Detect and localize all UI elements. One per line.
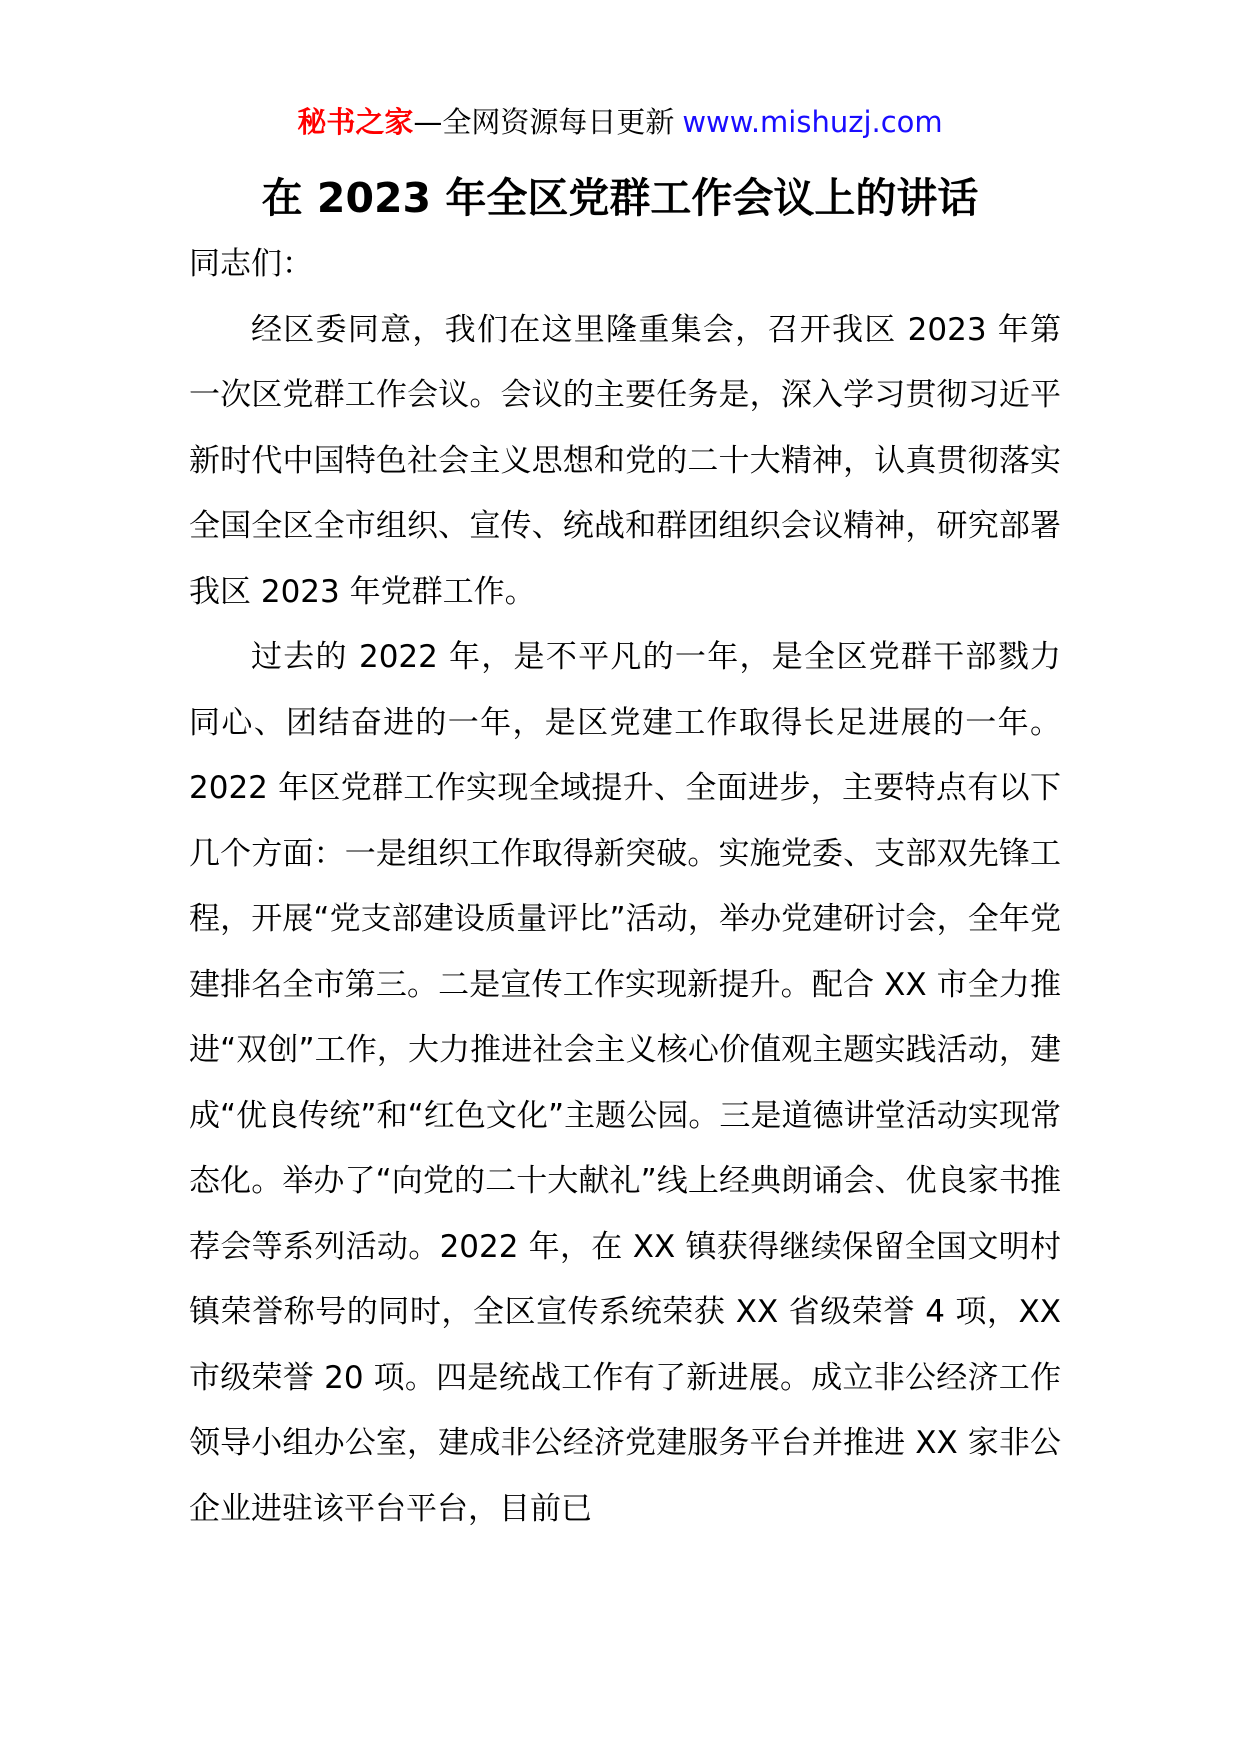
salutation: 同志们：: [189, 246, 313, 282]
document-title: 在 2023 年全区党群工作会议上的讲话: [261, 174, 979, 222]
site-header: [0, 100, 1240, 144]
document-body: [189, 232, 1061, 1542]
brand-name: 秘书之家: [297, 105, 414, 139]
site-url-link[interactable]: www.mishuzj.com: [682, 105, 943, 139]
paragraph: 经区委同意，我们在这里隆重集会，召开我区 2023 年第一次区党群工作会议。会议的主要任务是，深入学习贯彻习近平新时代中国特色社会主义思想和党的二十大精神，认真贯彻落实全国全区全市组织、宣传、统战和群团组织会议精神，研究部署我区 2023 年党群工作。: [189, 311, 1061, 610]
paragraph: 过去的 2022 年，是不平凡的一年，是全区党群干部戮力同心、团结奋进的一年，是区党建工作取得长足进展的一年。2022 年区党群工作实现全域提升、全面进步，主要特点有以下几个方面：一是组织工作取得新突破。实施党委、支部双先锋工程，开展“党支部建设质量评比”活动，举办党建研讨会，全年党建排名全市第三。二是宣传工作实现新提升。配合 XX 市全力推进“双创”工作，大力推进社会主义核心价值观主题实践活动，建成“优良传统”和“红色文化”主题公园。三是道德讲堂活动实现常态化。举办了“向党的二十大献礼”线上经典朗诵会、优良家书推荐会等系列活动。2022 年，在 XX 镇获得继续保留全国文明村镇荣誉称号的同时，全区宣传系统荣获 XX 省级荣誉 4 项，XX 市级荣誉 20 项。四是统战工作有了新进展。成立非公经济工作领导小组办公室，建成非公经济党建服务平台并推进 XX 家非公企业进驻该平台平台，目前已: [189, 639, 1061, 1527]
header-tagline: —全网资源每日更新: [413, 105, 675, 139]
